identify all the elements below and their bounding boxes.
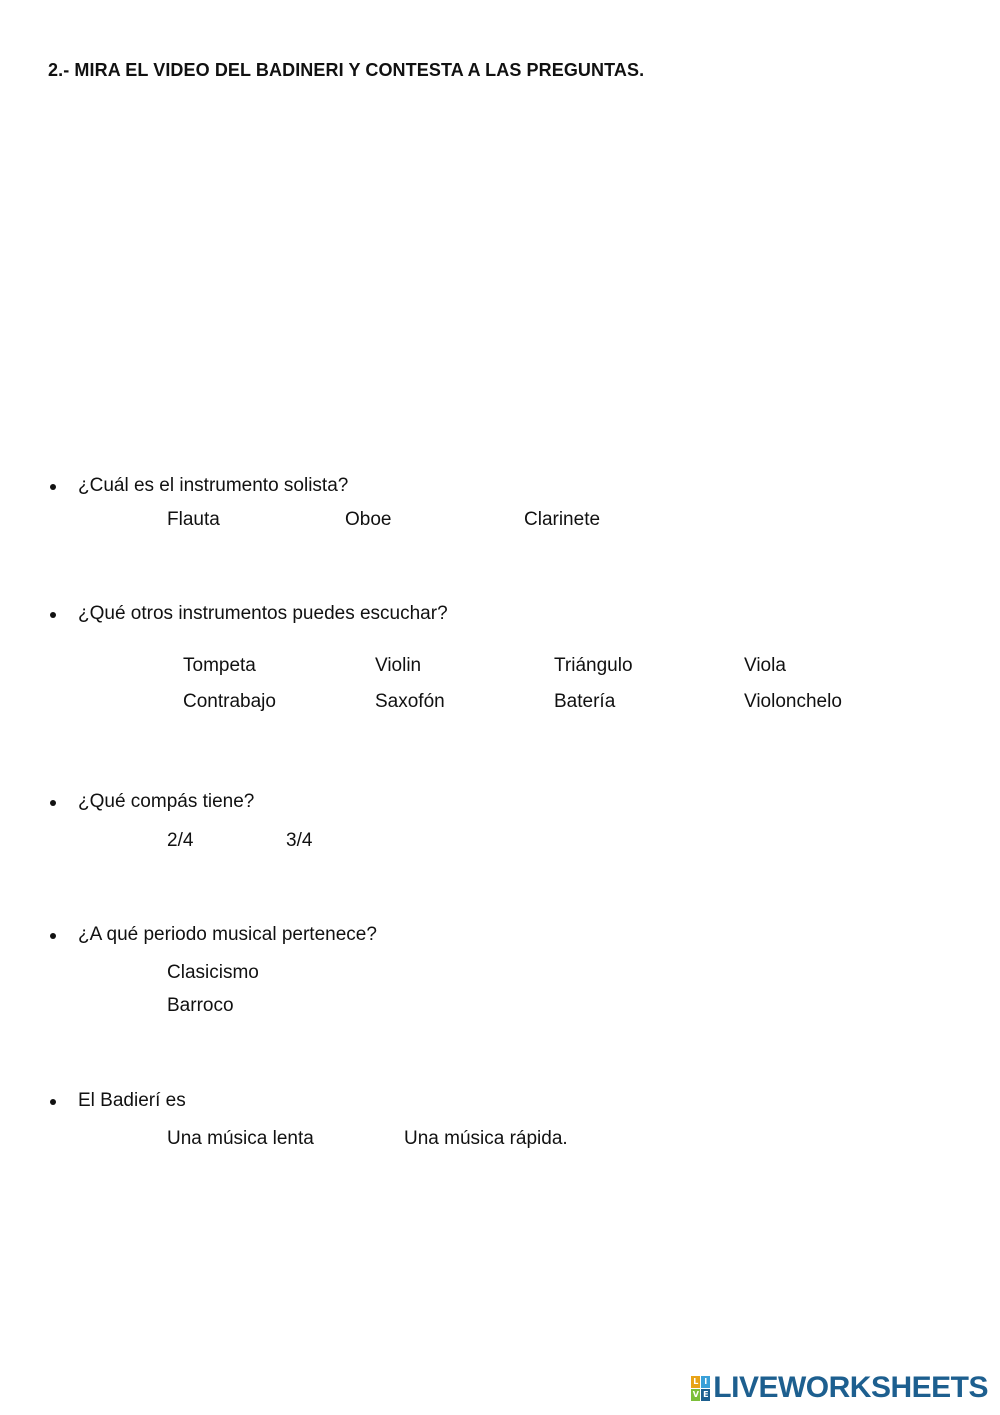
bullet-icon: [50, 612, 56, 618]
question-1: ¿Cuál es el instrumento solista?: [78, 475, 349, 496]
question-2: ¿Qué otros instrumentos puedes escuchar?: [78, 603, 448, 624]
option-musica-lenta[interactable]: Una música lenta: [167, 1128, 314, 1149]
option-3-4[interactable]: 3/4: [286, 830, 313, 851]
bullet-icon: [50, 800, 56, 806]
option-bateria[interactable]: Batería: [554, 691, 616, 712]
logo-text: LIVEWORKSHEETS: [713, 1371, 988, 1404]
bullet-icon: [50, 933, 56, 939]
option-saxofon[interactable]: Saxofón: [375, 691, 445, 712]
question-3: ¿Qué compás tiene?: [78, 791, 255, 812]
option-flauta[interactable]: Flauta: [167, 509, 220, 530]
option-tompeta[interactable]: Tompeta: [183, 655, 256, 676]
question-4: ¿A qué periodo musical pertenece?: [78, 924, 377, 945]
bullet-icon: [50, 1099, 56, 1105]
page-title: 2.- MIRA EL VIDEO DEL BADINERI Y CONTESTA A LAS PREGUNTAS.: [48, 60, 645, 80]
option-violin[interactable]: Violin: [375, 655, 422, 676]
logo-badge-letter: I: [701, 1376, 710, 1388]
bullet-icon: [50, 484, 56, 490]
option-violonchelo[interactable]: Violonchelo: [744, 691, 842, 712]
option-triangulo[interactable]: Triángulo: [554, 655, 633, 676]
option-viola[interactable]: Viola: [744, 655, 786, 676]
option-musica-rapida[interactable]: Una música rápida.: [404, 1128, 568, 1149]
option-clarinete[interactable]: Clarinete: [524, 509, 601, 530]
option-2-4[interactable]: 2/4: [167, 830, 194, 851]
option-contrabajo[interactable]: Contrabajo: [183, 691, 276, 712]
option-oboe[interactable]: Oboe: [345, 509, 392, 530]
liveworksheets-logo: [691, 1371, 988, 1405]
logo-badge-letter: V: [692, 1389, 699, 1399]
question-5: El Badierí es: [78, 1090, 186, 1111]
option-clasicismo[interactable]: Clasicismo: [167, 962, 259, 983]
logo-badge-letter: E: [703, 1389, 709, 1399]
logo-badge-icon: [691, 1376, 710, 1401]
option-barroco[interactable]: Barroco: [167, 995, 234, 1016]
logo-badge-letter: L: [693, 1376, 699, 1386]
